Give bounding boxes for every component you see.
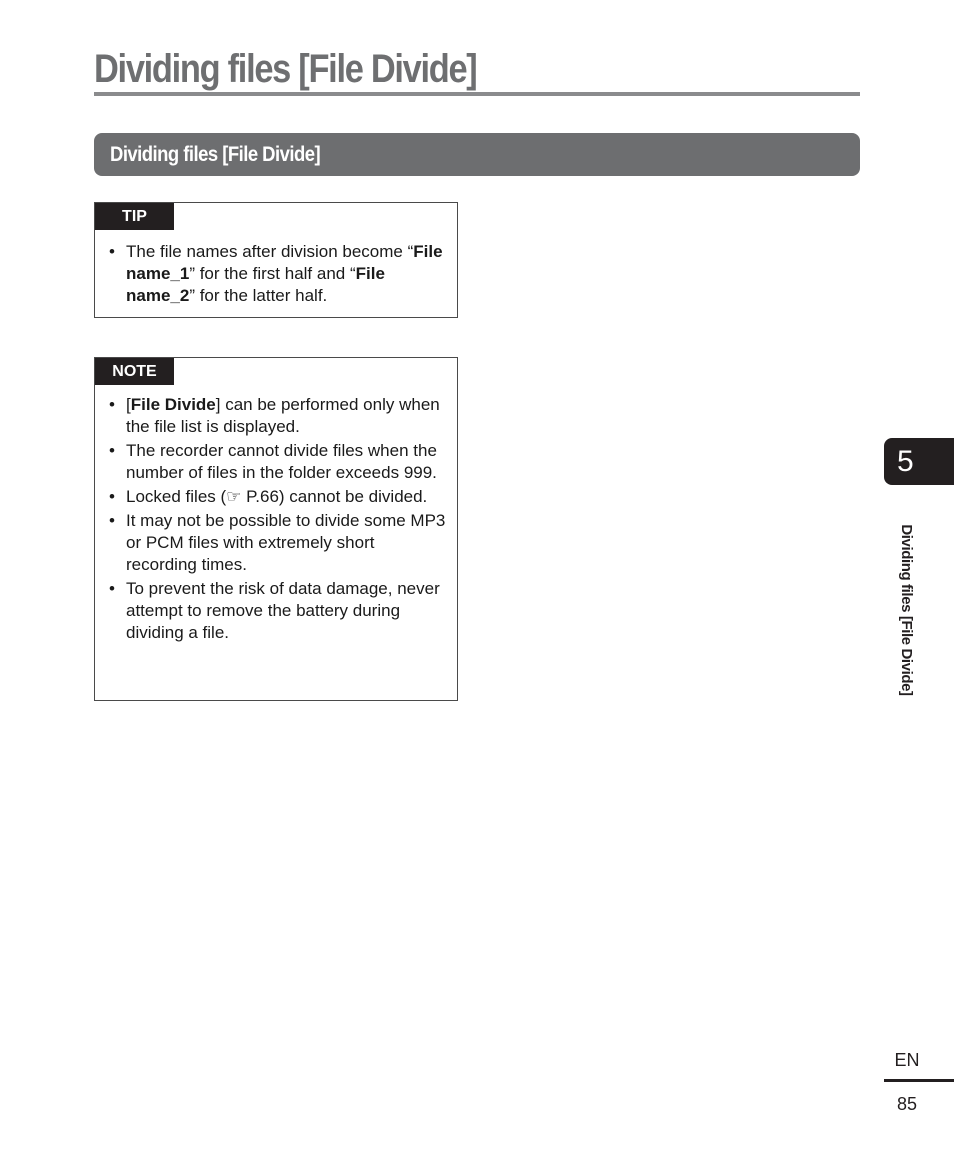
footer-rule: [884, 1079, 954, 1082]
text-run: It may not be possible to divide some MP3 or PCM files with extremely short recording times.: [126, 511, 446, 574]
list-item: [109, 486, 449, 508]
section-heading: Dividing files [File Divide]: [110, 143, 321, 166]
list-item: [109, 241, 449, 307]
chapter-number: 5: [897, 445, 914, 478]
tip-list: [109, 241, 449, 309]
text-run: ” for the first half and “: [189, 264, 356, 283]
note-box: [94, 357, 458, 701]
bold-term: File name_2: [126, 264, 385, 305]
page-title: Dividing files [File Divide]: [94, 47, 477, 91]
text-run: The recorder cannot divide files when the number of files in the folder exceeds 999.: [126, 441, 437, 482]
tip-box: [94, 202, 458, 318]
list-item: [109, 578, 449, 644]
bold-term: File name_1: [126, 242, 443, 283]
side-chapter-label: Dividing files [File Divide]: [898, 524, 915, 696]
list-item: [109, 510, 449, 576]
language-code: EN: [894, 1050, 920, 1070]
note-list: [109, 394, 449, 646]
tip-label: TIP: [95, 203, 174, 230]
list-item: [109, 440, 449, 484]
text-run: To prevent the risk of data damage, never attempt to remove the battery during dividing a file.: [126, 579, 440, 642]
section-bar: [94, 133, 860, 176]
page-number: 85: [896, 1094, 918, 1114]
chapter-tab: [884, 438, 954, 485]
text-run: The file names after division become “: [126, 242, 414, 261]
text-run: [: [126, 395, 131, 414]
title-rule: [94, 92, 860, 96]
text-run: ” for the latter half.: [189, 286, 328, 305]
text-run: ] can be performed only when the file list is displayed.: [126, 395, 440, 436]
bold-term: File Divide: [130, 395, 216, 414]
text-run: Locked files (☞ P.66) cannot be divided.: [126, 487, 428, 506]
note-label: NOTE: [95, 358, 174, 385]
list-item: [109, 394, 449, 438]
